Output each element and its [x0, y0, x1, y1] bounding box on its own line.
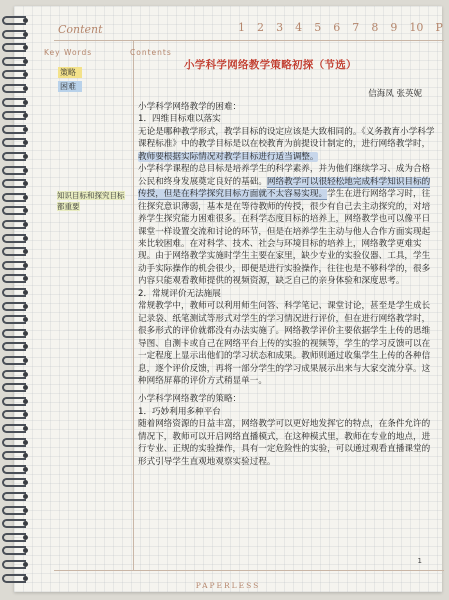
binding-hole: [23, 372, 28, 377]
column-divider: [133, 40, 134, 570]
binding-hole: [23, 440, 28, 445]
binding-hole: [23, 72, 28, 77]
binding-hole: [23, 236, 28, 241]
page-tab-2[interactable]: 2: [257, 21, 265, 34]
highlight-blue: 教师要根据实际情况对教学目标进行适当调整。: [138, 151, 319, 162]
page-tab-3[interactable]: 3: [276, 21, 284, 34]
binding-hole: [23, 154, 28, 159]
binding-hole: [23, 344, 28, 349]
page-tab-5[interactable]: 5: [314, 21, 322, 34]
binding-hole: [23, 18, 28, 23]
paragraph: 随着网络资源的日益丰富，网络教学可以更好地发挥它的特点，在条件允许的情况下，教师可以开启网络直播模式，在这种模式里，教师在专业的地点，进行专业、正规的实验操作，具有一定危险性的实验，可以通过观看直播课堂的形式引导学生直观地观察实验过程。: [138, 419, 431, 467]
page-number: 1: [417, 557, 422, 565]
binding-hole: [23, 276, 28, 281]
binding-hole: [23, 86, 28, 91]
document-body: [138, 101, 438, 468]
binding-hole: [23, 168, 28, 173]
binding-hole: [23, 508, 28, 513]
footer-brand: PAPERLESS: [195, 581, 261, 590]
binding-hole: [23, 263, 28, 268]
binding-hole: [23, 412, 28, 417]
keyword-2: 困难: [58, 81, 82, 92]
binding-hole: [23, 521, 28, 526]
highlight-blue-underlined: 网络教学可以很轻松地完成科学知识目标的传授，但是在科学探究目标方面就不太容易实现。: [138, 176, 431, 200]
binding-hole: [23, 535, 28, 540]
binding-hole: [23, 453, 28, 458]
binding-hole: [23, 358, 28, 363]
binding-hole: [23, 290, 28, 295]
page-tab-7[interactable]: 7: [352, 21, 360, 34]
header-content-label: Content: [58, 23, 103, 36]
binding-hole: [23, 331, 28, 336]
item-heading-2: 2．常规评价无法施展: [138, 288, 221, 299]
binding-hole: [23, 317, 28, 322]
binding-hole: [23, 140, 28, 145]
binding-hole: [23, 576, 28, 581]
page-tab-1[interactable]: 1: [238, 21, 245, 34]
binding-hole: [23, 100, 28, 105]
document-title: 小学科学网络教学策略初探（节选）: [184, 59, 357, 71]
footer-divider: [54, 570, 444, 571]
side-note: 知识目标和探究目标都重要: [57, 191, 125, 211]
page-tab-8[interactable]: 8: [371, 21, 379, 34]
binding-hole: [23, 59, 28, 64]
page-tab-4[interactable]: 4: [295, 21, 303, 34]
item-heading-1: 1．四维目标难以落实: [138, 114, 221, 125]
binding-hole: [23, 548, 28, 553]
page-tab-10[interactable]: 10: [409, 21, 424, 34]
binding-hole: [23, 426, 28, 431]
paragraph: 常规教学中，教师可以利用师生问答、科学笔记、课堂讨论，甚至是学生成长记录袋、纸笔测试等形式对学生的学习情况进行评价，但在进行网络教学时，很多形式的评价就都没有办法实施了。网络教学评价主要依据学生上传的思维导图、自测卡或自己在网络平台上传的实验的视频等，学生的学习反馈可以在一定程度上显示出他们的学习状态和成果。教师则通过收集学生上传的各种信息，逐个评价反馈，再将一部分学生的学习成果展示出来与大家交流分享。这种网络屏幕的评价方式稍显单一。: [138, 301, 431, 386]
binding-hole: [23, 304, 28, 309]
header-divider: [54, 40, 444, 41]
binding-hole: [23, 494, 28, 499]
binding-hole: [23, 467, 28, 472]
binding-hole: [23, 480, 28, 485]
binding-hole: [23, 181, 28, 186]
paragraph: 无论是哪种教学形式，教学目标的设定应该是大致相同的。《义务教育小学科学课程标准》中的教学目标是以在校教育为前提设计制定的，进行网络教学时，教师要根据实际情况对教学目标进行适当调整。: [138, 126, 435, 162]
notebook-page: [14, 6, 442, 592]
binding-hole: [23, 195, 28, 200]
binding-hole: [23, 562, 28, 567]
binding-hole: [23, 249, 28, 254]
binding-hole: [23, 222, 28, 227]
binding-hole: [23, 208, 28, 213]
keyword-1: 策略: [58, 67, 82, 78]
item-heading-3: 1．巧妙利用多种平台: [138, 406, 221, 417]
binding-hole: [23, 113, 28, 118]
binding-hole: [23, 32, 28, 37]
page-number-tabs: [238, 21, 443, 34]
document-authors: 信海凤 张英妮: [368, 89, 422, 99]
binding-hole: [23, 399, 28, 404]
keywords-label: Key Words: [44, 48, 93, 57]
paragraph: 小学科学课程的总目标是培养学生的科学素养，并为他们继续学习、成为合格公民和终身发展奠定良好的基础。网络教学可以很轻松地完成科学知识目标的传授，但是在科学探究目标方面就不太容易实现。学生在进行网络学习时，往往探究意识薄弱，基本是在等待教师的传授，很少有自己去主动探究的，对培养学生探究能力困难很多。在科学态度目标的培养上，网络教学也可以像平日课堂一样设置交流和讨论的环节，但是在培养学生主动与他人合作方面实现起来比较困难。在对科学、技术、社会与环境目标的培养上，网络教学更难实现。由于网络教学实施时学生主要在家里，缺少专业的实验仪器、工具，学生动手实际操作的机会很少，即便是进行实验操作，往往也是不够科学的，很多内容只能观看教师提供的视频资源，缺乏自己的亲身体验和深度思考。: [138, 164, 431, 287]
contents-label: Contents: [130, 48, 172, 57]
section-heading-difficulties: 小学科学网络教学的困难：: [138, 102, 242, 112]
section-heading-strategies: 小学科学网络教学的策略：: [138, 394, 242, 405]
page-tab-p[interactable]: P: [435, 21, 443, 34]
binding-hole: [23, 45, 28, 50]
page-tab-6[interactable]: 6: [333, 21, 341, 34]
page-tab-9[interactable]: 9: [390, 21, 398, 34]
binding-hole: [23, 127, 28, 132]
binding-hole: [23, 385, 28, 390]
